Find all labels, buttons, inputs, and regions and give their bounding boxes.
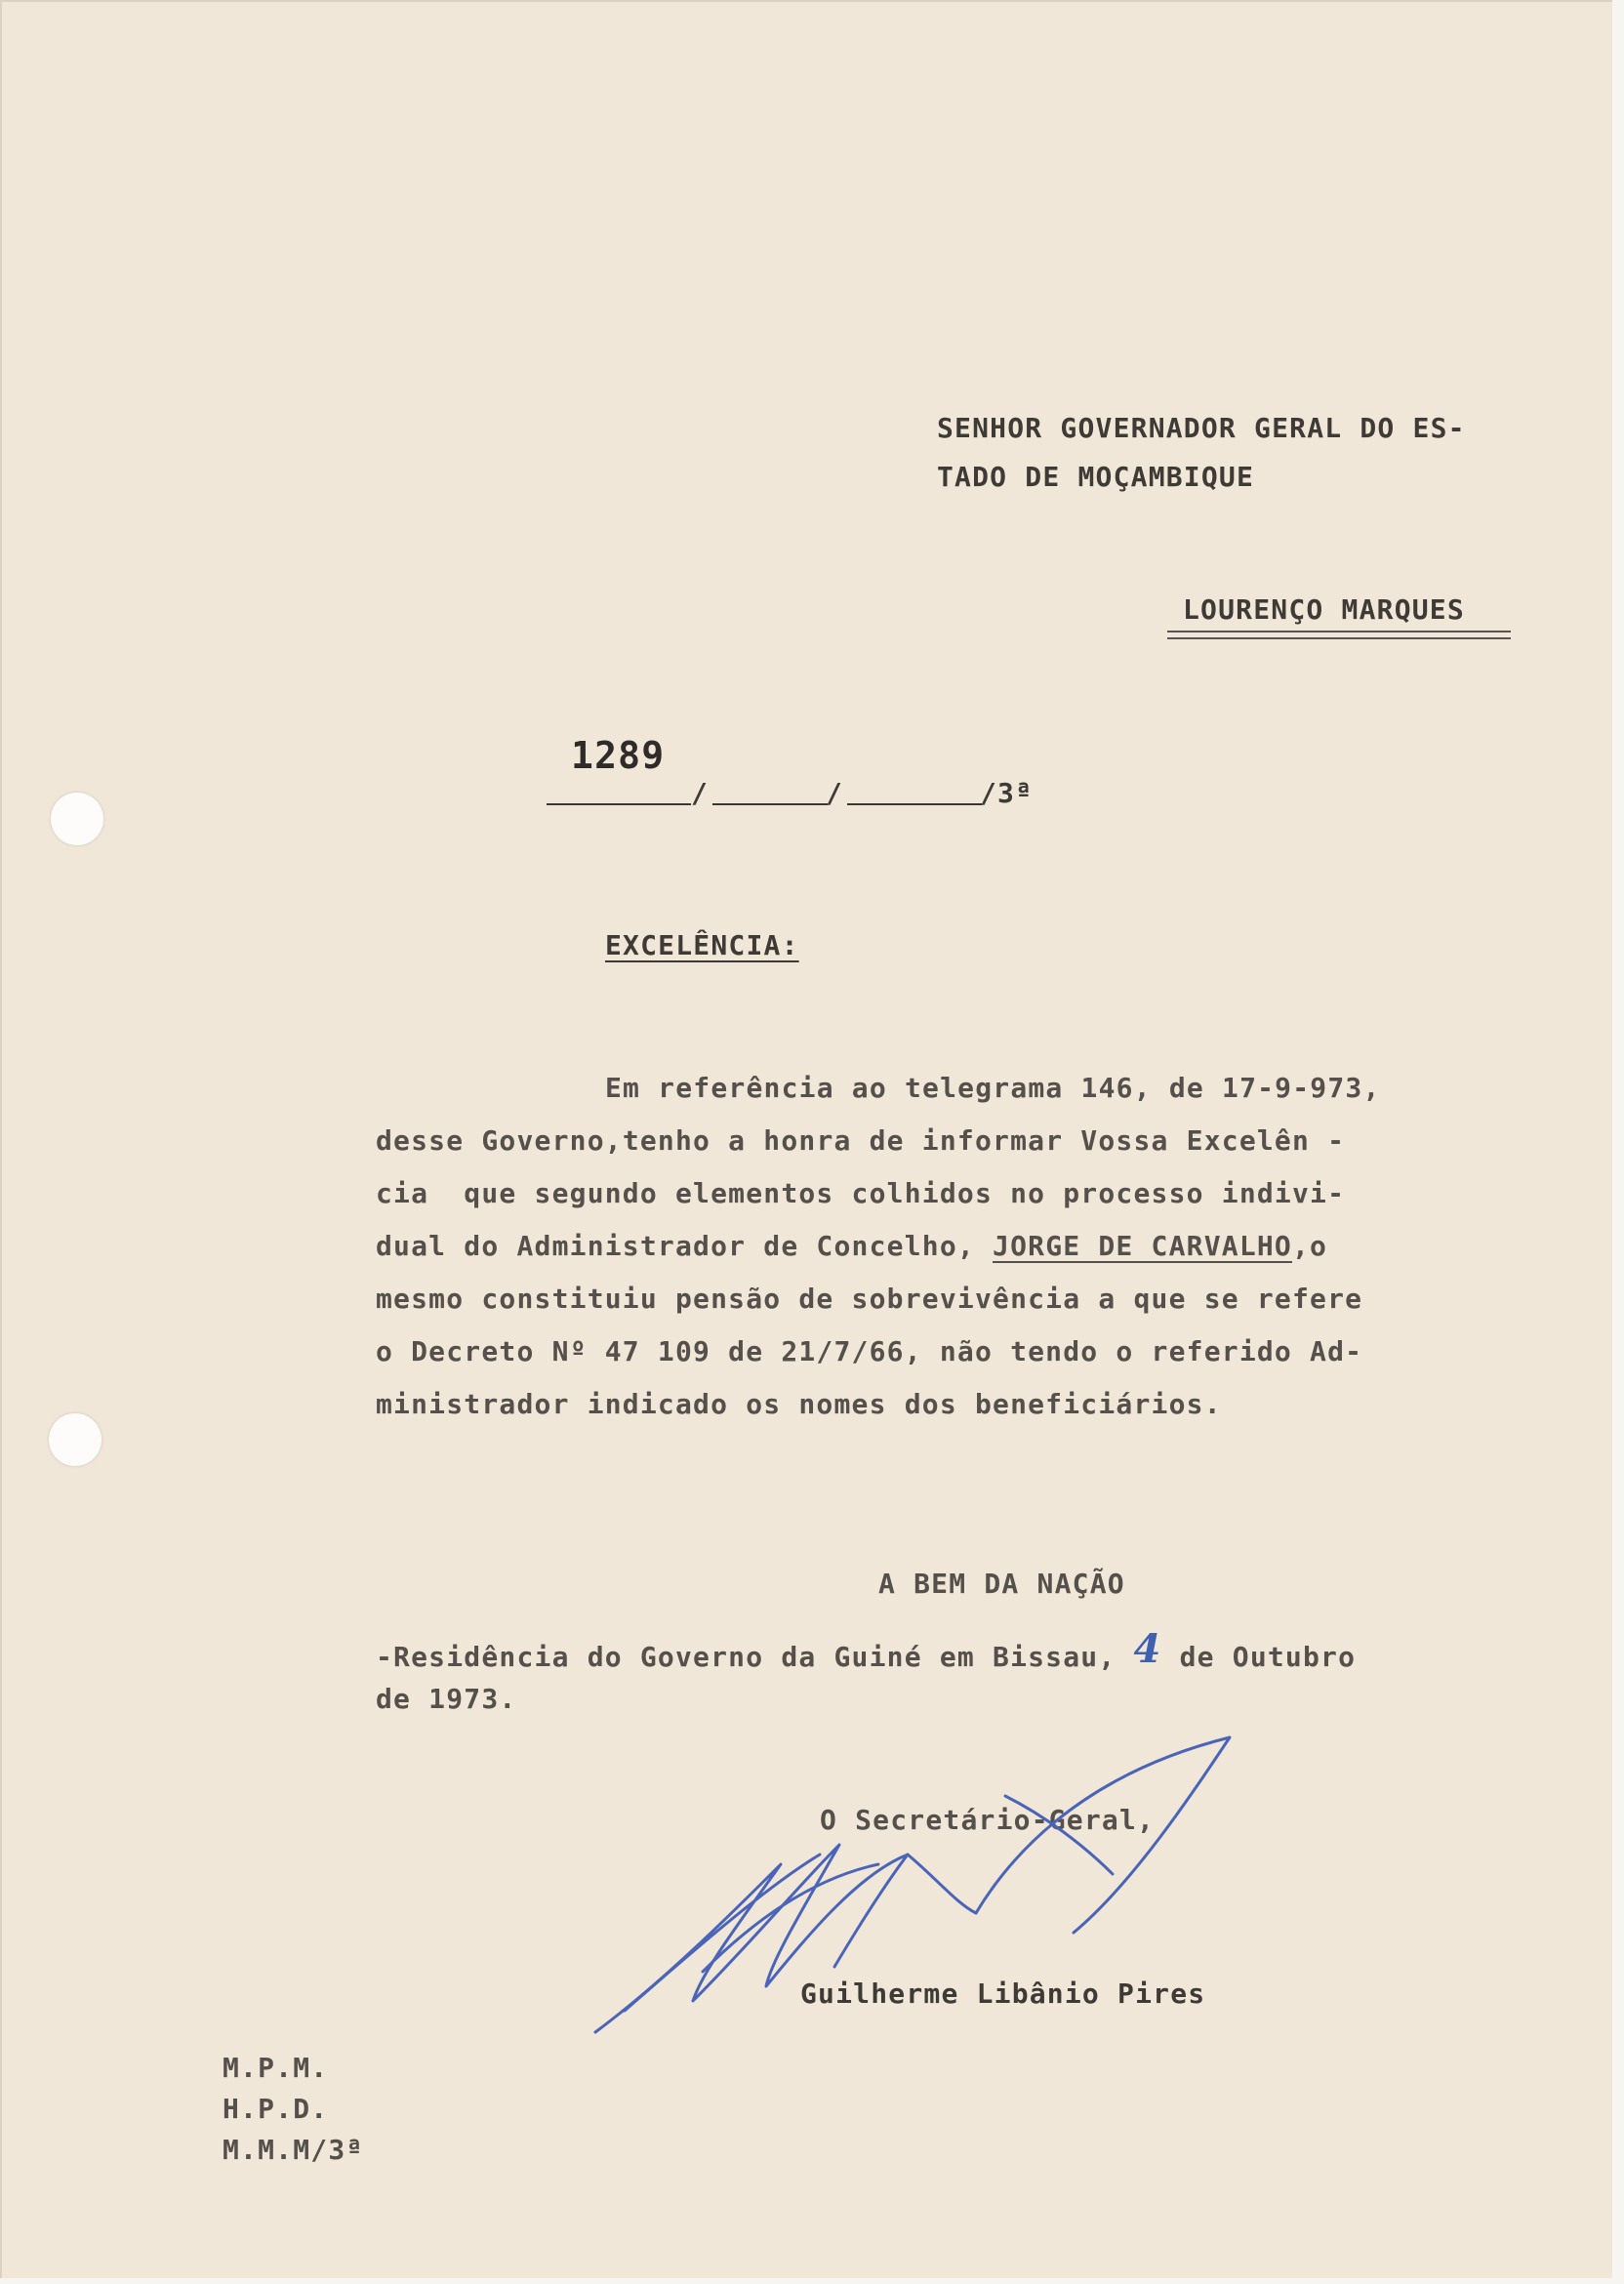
body-line-3: cia que segundo elementos colhidos no processo indivi- xyxy=(376,1177,1346,1209)
reference-number: 1289 xyxy=(571,734,666,777)
handwritten-day: 4 xyxy=(1133,1626,1162,1672)
salutation: EXCELÊNCIA: xyxy=(605,929,799,961)
city-double-underline xyxy=(1167,631,1511,639)
recipient-line-1: SENHOR GOVERNADOR GERAL DO ES- xyxy=(937,412,1466,444)
place-date-line xyxy=(376,1626,1357,1676)
body-line-5: mesmo constituiu pensão de sobrevivência a que se refere xyxy=(376,1283,1363,1315)
ref-slash-2: / xyxy=(826,777,844,809)
body-line-2 xyxy=(376,1124,1345,1157)
ref-slash-1: / xyxy=(691,777,710,809)
official-name: JORGE DE CARVALHO xyxy=(993,1230,1292,1262)
punch-hole-top xyxy=(51,793,103,845)
body-line-6: o Decreto Nº 47 109 de 21/7/66, não tendo o referido Ad- xyxy=(376,1335,1363,1367)
recipient-line-2: TADO DE MOÇAMBIQUE xyxy=(937,461,1255,493)
body-line-2b: tenho a honra de informar Vossa Excelên - xyxy=(622,1124,1346,1157)
body-line-2a: desse Governo, xyxy=(376,1124,623,1157)
punch-hole-bottom xyxy=(49,1413,102,1466)
ref-blank-3 xyxy=(847,803,982,805)
body-line-4c: ,o xyxy=(1292,1230,1328,1262)
ref-blank-1 xyxy=(547,803,691,805)
motto: A BEM DA NAÇÃO xyxy=(878,1568,1125,1600)
year-line: de 1973. xyxy=(376,1683,517,1715)
body-line-4a: dual do Administrador de Concelho, xyxy=(376,1230,994,1262)
body-line-1: Em referência ao telegrama 146, de 17-9-973, xyxy=(605,1072,1381,1104)
initials-1: M.P.M. xyxy=(223,2052,329,2084)
initials-2: H.P.D. xyxy=(223,2093,329,2125)
initials-3: M.M.M/3ª xyxy=(223,2134,364,2166)
place-text: -Residência do Governo da Guiné em Bissau, xyxy=(376,1641,1134,1673)
handwritten-signature xyxy=(586,1718,1288,2050)
recipient-city: LOURENÇO MARQUES xyxy=(1183,593,1465,626)
ref-blank-2 xyxy=(712,803,828,805)
body-line-7: ministrador indicado os nomes dos beneficiários. xyxy=(376,1388,1222,1420)
month-text: de Outubro xyxy=(1161,1641,1357,1673)
reference-suffix: /3ª xyxy=(980,777,1034,809)
signatory-title: O Secretário-Geral, xyxy=(820,1804,1156,1836)
signatory-name: Guilherme Libânio Pires xyxy=(800,1978,1206,2010)
body-line-4 xyxy=(376,1230,1327,1262)
